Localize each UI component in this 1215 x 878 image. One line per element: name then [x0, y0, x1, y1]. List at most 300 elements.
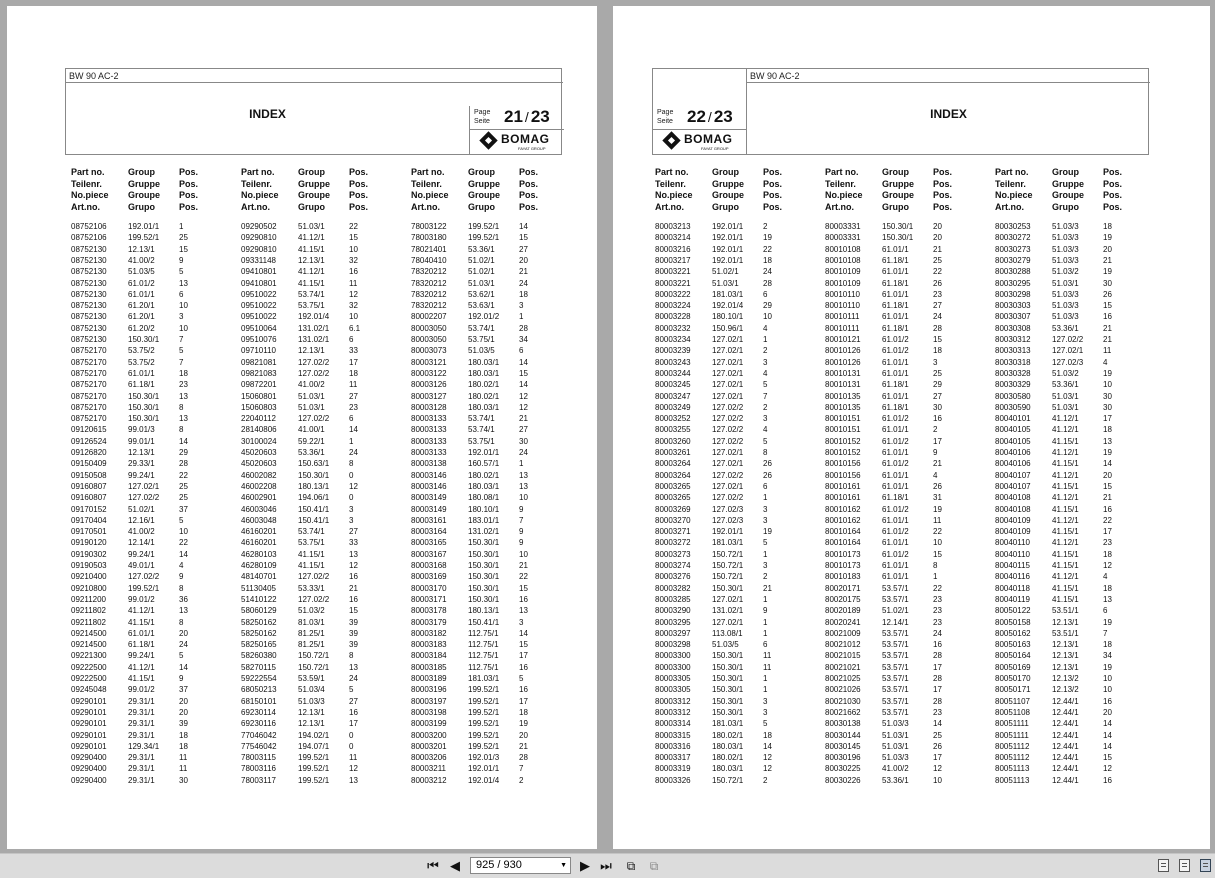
part-number: 28140806 — [241, 425, 277, 435]
document-page-left — [7, 6, 597, 849]
part-number: 80030196 — [825, 753, 861, 763]
position-number: 18 — [1103, 222, 1112, 231]
part-number: 46003046 — [241, 504, 277, 514]
position-number: 39 — [349, 617, 358, 627]
rotate-view-icon[interactable]: ⧉ — [626, 859, 636, 873]
part-number: 80003164 — [411, 527, 447, 537]
part-number: 46002901 — [241, 493, 277, 503]
group-number: 61.01/1 — [882, 289, 909, 299]
part-number: 80003146 — [411, 481, 447, 491]
part-number: 09290400 — [71, 764, 107, 774]
group-number: 192.01/1 — [712, 527, 744, 537]
position-number: 13 — [349, 775, 358, 785]
position-number: 10 — [933, 538, 942, 548]
column-header: Group Gruppe Groupe Grupo — [298, 167, 331, 212]
position-number: 26 — [933, 278, 942, 288]
part-number: 09190302 — [71, 549, 107, 559]
part-number: 80003261 — [655, 448, 691, 457]
position-number: 3 — [519, 301, 524, 311]
group-number: 41.15/1 — [298, 278, 325, 288]
group-number: 53.59/1 — [298, 674, 325, 683]
position-number: 20 — [933, 233, 942, 243]
single-page-view-icon[interactable] — [1158, 859, 1169, 872]
group-number: 61.01/1 — [128, 368, 155, 378]
position-number: 6 — [349, 414, 354, 424]
part-number: 80003239 — [655, 346, 691, 356]
group-number: 12.16/1 — [128, 515, 155, 525]
group-number: 49.01/1 — [128, 561, 155, 570]
group-number: 160.57/1 — [468, 459, 500, 469]
column-header: Pos. Pos. Pos. Pos. — [179, 167, 199, 212]
part-number: 80003179 — [411, 617, 447, 627]
group-number: 150.41/1 — [298, 504, 330, 514]
group-number: 53.74/1 — [468, 414, 495, 424]
position-number: 0 — [349, 493, 354, 503]
group-number: 41.12/1 — [1052, 470, 1079, 480]
column-header: Pos. Pos. Pos. Pos. — [349, 167, 369, 212]
model-label: BW 90 AC-2 — [66, 69, 563, 83]
part-number: 80003196 — [411, 685, 447, 695]
copy-icon[interactable]: ⧉ — [649, 859, 659, 873]
part-number: 80050170 — [995, 674, 1031, 683]
page-number-input[interactable]: 925 / 930 ▼ — [470, 857, 571, 874]
position-number: 8 — [349, 651, 354, 661]
part-number: 80020241 — [825, 617, 861, 627]
two-page-view-icon[interactable] — [1200, 859, 1211, 872]
group-number: 61.01/1 — [882, 470, 909, 480]
position-number: 16 — [933, 640, 942, 650]
position-number: 39 — [349, 628, 358, 638]
part-number: 80050158 — [995, 617, 1031, 627]
part-number: 69230116 — [241, 719, 276, 729]
part-number: 09190120 — [71, 538, 107, 548]
part-number: 80030272 — [995, 233, 1031, 243]
group-number: 61.18/1 — [882, 278, 909, 288]
group-number: 192.01/4 — [298, 312, 330, 322]
part-number: 80003244 — [655, 368, 691, 378]
group-number: 51.03/3 — [1052, 312, 1079, 322]
part-number: 08752106 — [71, 222, 107, 231]
group-number: 53.62/1 — [468, 289, 495, 299]
part-number: 08752170 — [71, 357, 107, 367]
group-number: 181.03/1 — [712, 538, 744, 548]
group-number: 150.30/1 — [128, 391, 160, 401]
part-number: 80003121 — [411, 357, 447, 367]
part-number: 80040110 — [995, 538, 1030, 548]
position-number: 17 — [349, 357, 358, 367]
group-number: 192.01/4 — [712, 301, 744, 311]
part-number: 80010183 — [825, 572, 861, 582]
group-number: 199.52/1 — [298, 753, 330, 763]
next-page-icon[interactable]: ▶ — [580, 858, 590, 873]
position-number: 15 — [1103, 753, 1112, 763]
group-number: 29.31/1 — [128, 753, 155, 763]
group-number: 53.57/1 — [882, 583, 909, 593]
position-number: 10 — [1103, 380, 1112, 390]
position-number: 10 — [519, 549, 528, 559]
part-number: 09160807 — [71, 481, 107, 491]
part-number: 80030138 — [825, 719, 861, 729]
position-number: 16 — [349, 707, 358, 717]
group-number: 41.15/1 — [1052, 561, 1079, 570]
position-number: 22 — [933, 583, 942, 593]
group-number: 61.18/1 — [128, 640, 155, 650]
group-number: 180.03/1 — [712, 764, 744, 774]
position-number: 20 — [1103, 244, 1112, 254]
group-number: 183.01/1 — [468, 515, 500, 525]
part-number: 80003285 — [655, 594, 691, 604]
column-header: Pos. Pos. Pos. Pos. — [933, 167, 953, 212]
group-number: 61.01/1 — [882, 515, 909, 525]
part-number: 58270115 — [241, 662, 276, 672]
part-number: 15060803 — [241, 402, 277, 412]
position-number: 26 — [933, 741, 942, 751]
position-number: 23 — [933, 617, 942, 627]
part-number: 80040101 — [995, 414, 1031, 424]
position-number: 2 — [763, 775, 768, 785]
group-number: 150.30/1 — [712, 662, 744, 672]
group-number: 192.01/4 — [468, 775, 500, 785]
part-number: 80040108 — [995, 493, 1031, 503]
part-number: 80010126 — [825, 346, 861, 356]
position-number: 15 — [1103, 481, 1112, 491]
position-number: 1 — [763, 674, 768, 683]
part-number: 80040109 — [995, 515, 1031, 525]
position-number: 19 — [1103, 368, 1112, 378]
position-number: 14 — [1103, 730, 1112, 740]
group-number: 181.03/1 — [468, 674, 500, 683]
position-number: 1 — [763, 335, 768, 344]
part-number: 08752130 — [71, 244, 107, 254]
part-number: 80051107 — [995, 696, 1030, 706]
group-number: 127.02/2 — [712, 436, 744, 446]
group-number: 41.12/1 — [128, 606, 155, 616]
group-number: 150.30/1 — [128, 402, 160, 412]
part-number: 08752170 — [71, 368, 107, 378]
position-number: 19 — [1103, 617, 1112, 627]
position-number: 9 — [179, 674, 184, 683]
part-number: 80051113 — [995, 764, 1030, 774]
part-number: 09510064 — [241, 323, 277, 333]
part-number: 80040105 — [995, 436, 1031, 446]
continuous-view-icon[interactable] — [1179, 859, 1190, 872]
position-number: 18 — [763, 255, 772, 265]
group-number: 51.03/2 — [298, 606, 325, 616]
group-number: 41.00/2 — [128, 527, 155, 537]
part-number: 80003126 — [411, 380, 447, 390]
position-number: 0 — [349, 470, 354, 480]
group-number: 29.31/1 — [128, 730, 155, 740]
part-number: 80003216 — [655, 244, 691, 254]
part-number: 80003221 — [655, 267, 691, 277]
group-number: 180.08/1 — [468, 493, 500, 503]
group-number: 131.02/1 — [298, 335, 330, 344]
position-number: 1 — [519, 312, 524, 322]
part-number: 80050169 — [995, 662, 1031, 672]
part-number: 08752170 — [71, 414, 107, 424]
position-number: 12 — [933, 764, 942, 774]
group-number: 53.57/1 — [882, 685, 909, 695]
position-number: 10 — [519, 493, 528, 503]
group-number: 61.18/1 — [882, 301, 909, 311]
position-number: 14 — [519, 222, 528, 231]
group-number: 150.63/1 — [298, 459, 330, 469]
part-number: 09245048 — [71, 685, 107, 695]
position-number: 10 — [763, 312, 772, 322]
position-number: 22 — [179, 538, 188, 548]
page-label: Page Seite — [657, 109, 674, 125]
group-number: 199.52/1 — [468, 707, 500, 717]
position-number: 39 — [349, 640, 358, 650]
column-header: Pos. Pos. Pos. Pos. — [1103, 167, 1123, 212]
part-number: 80003297 — [655, 628, 691, 638]
part-number: 80003213 — [655, 222, 691, 231]
part-number: 80003149 — [411, 493, 447, 503]
position-number: 9 — [179, 572, 184, 582]
pdf-toolbar — [0, 853, 1215, 878]
first-page-icon[interactable]: ⏮ — [427, 858, 439, 873]
group-number: 51.02/1 — [468, 255, 495, 265]
group-number: 41.15/1 — [1052, 481, 1079, 491]
part-number: 80010151 — [825, 425, 861, 435]
position-number: 9 — [763, 606, 768, 616]
part-number: 80010110 — [825, 289, 860, 299]
position-number: 24 — [349, 448, 358, 457]
part-number: 80040105 — [995, 425, 1031, 435]
part-number: 80003197 — [411, 696, 447, 706]
group-number: 12.44/1 — [1052, 753, 1079, 763]
position-number: 13 — [179, 414, 188, 424]
group-number: 127.02/1 — [712, 380, 744, 390]
chevron-down-icon[interactable]: ▼ — [560, 862, 567, 869]
group-number: 127.02/2 — [298, 594, 330, 604]
position-number: 19 — [519, 719, 528, 729]
part-number: 80003265 — [655, 493, 691, 503]
position-number: 14 — [763, 741, 772, 751]
position-number: 12 — [519, 391, 528, 401]
group-number: 51.03/3 — [298, 696, 325, 706]
part-number: 46003048 — [241, 515, 277, 525]
group-number: 61.01/1 — [882, 538, 909, 548]
page-title: INDEX — [249, 107, 286, 121]
part-number: 08752170 — [71, 391, 107, 401]
part-number: 80030318 — [995, 357, 1031, 367]
page-label: Page Seite — [474, 109, 491, 125]
group-number: 150.72/1 — [712, 561, 744, 570]
bomag-logo: BOMAG FAYAT GROUP — [482, 131, 562, 153]
part-number: 80030145 — [825, 741, 861, 751]
part-number: 80010173 — [825, 561, 861, 570]
group-number: 53.57/1 — [882, 651, 909, 661]
part-number: 80003316 — [655, 741, 691, 751]
part-number: 80003211 — [411, 764, 446, 774]
position-number: 23 — [349, 402, 358, 412]
part-number: 80010156 — [825, 459, 861, 469]
position-number: 24 — [179, 640, 188, 650]
part-number: 09821083 — [241, 368, 277, 378]
part-number: 68050213 — [241, 685, 277, 695]
group-number: 194.06/1 — [298, 493, 330, 503]
position-number: 23 — [933, 606, 942, 616]
group-number: 51.03/1 — [298, 402, 325, 412]
part-number: 09290101 — [71, 719, 107, 729]
group-number: 12.14/1 — [882, 617, 909, 627]
group-number: 53.74/1 — [468, 323, 495, 333]
group-number: 51.03/1 — [882, 730, 909, 740]
group-number: 150.30/1 — [468, 538, 500, 548]
position-number: 5 — [179, 515, 184, 525]
part-number: 09410801 — [241, 278, 277, 288]
part-number: 80003282 — [655, 583, 691, 593]
group-number: 51.02/1 — [712, 267, 739, 277]
group-number: 41.15/1 — [1052, 504, 1079, 514]
position-number: 25 — [933, 730, 942, 740]
part-number: 80003326 — [655, 775, 691, 785]
position-number: 34 — [519, 335, 528, 344]
position-number: 11 — [1103, 346, 1112, 356]
part-number: 09120615 — [71, 425, 107, 435]
part-number: 09221300 — [71, 651, 107, 661]
part-number: 80003331 — [825, 233, 861, 243]
position-number: 21 — [1103, 493, 1112, 503]
group-number: 150.72/1 — [712, 572, 744, 582]
group-number: 53.33/1 — [298, 583, 325, 593]
group-number: 51.03/3 — [1052, 301, 1079, 311]
group-number: 53.75/1 — [468, 436, 495, 446]
position-number: 17 — [1103, 527, 1112, 537]
group-number: 41.15/1 — [128, 617, 155, 627]
part-number: 46002082 — [241, 470, 277, 480]
group-number: 41.15/1 — [298, 561, 325, 570]
part-number: 80040106 — [995, 459, 1031, 469]
position-number: 3 — [763, 561, 768, 570]
position-number: 30 — [179, 775, 188, 785]
group-number: 41.12/1 — [1052, 572, 1079, 582]
part-number: 08752130 — [71, 267, 107, 277]
position-number: 23 — [933, 707, 942, 717]
part-number: 80030328 — [995, 368, 1031, 378]
model-label: BW 90 AC-2 — [747, 69, 1150, 83]
position-number: 16 — [349, 572, 358, 582]
group-number: 61.01/2 — [882, 346, 909, 356]
position-number: 14 — [519, 628, 528, 638]
group-number: 29.33/1 — [128, 459, 155, 469]
group-number: 61.18/1 — [882, 323, 909, 333]
group-number: 12.44/1 — [1052, 707, 1079, 717]
group-number: 51.03/3 — [882, 753, 909, 763]
group-number: 51.03/3 — [1052, 289, 1079, 299]
position-number: 21 — [1103, 255, 1112, 265]
part-number: 80021009 — [825, 628, 861, 638]
group-number: 12.13/2 — [1052, 685, 1079, 695]
group-number: 12.13/1 — [298, 346, 325, 356]
group-number: 53.57/1 — [882, 628, 909, 638]
group-number: 41.15/1 — [298, 549, 325, 559]
group-number: 41.12/1 — [128, 662, 155, 672]
position-number: 21 — [1103, 335, 1112, 344]
part-number: 09290101 — [71, 696, 107, 706]
position-number: 24 — [763, 267, 772, 277]
position-number: 10 — [1103, 674, 1112, 683]
group-number: 150.30/1 — [468, 572, 500, 582]
position-number: 0 — [349, 730, 354, 740]
group-number: 41.12/1 — [298, 267, 325, 277]
position-number: 4 — [1103, 572, 1108, 582]
part-number: 80003224 — [655, 301, 691, 311]
column-header: Group Gruppe Groupe Grupo — [1052, 167, 1085, 212]
position-number: 27 — [519, 244, 528, 254]
part-number: 80030144 — [825, 730, 861, 740]
group-number: 41.15/1 — [298, 244, 325, 254]
position-number: 16 — [349, 267, 358, 277]
position-number: 3 — [519, 617, 524, 627]
column-header: Group Gruppe Groupe Grupo — [882, 167, 915, 212]
group-number: 51.03/1 — [298, 391, 325, 401]
position-number: 25 — [179, 493, 188, 503]
position-number: 1 — [763, 549, 768, 559]
group-number: 150.30/1 — [712, 674, 744, 683]
position-number: 27 — [933, 391, 942, 401]
part-number: 80003300 — [655, 651, 691, 661]
group-number: 180.10/1 — [468, 504, 500, 514]
position-number: 20 — [519, 730, 528, 740]
group-number: 61.20/2 — [128, 323, 155, 333]
position-number: 5 — [179, 267, 184, 277]
part-number: 80003264 — [655, 470, 691, 480]
part-number: 80003245 — [655, 380, 691, 390]
position-number: 12 — [763, 753, 772, 763]
document-page-right — [613, 6, 1210, 849]
group-number: 180.02/1 — [712, 753, 744, 763]
column-header: Group Gruppe Groupe Grupo — [468, 167, 501, 212]
part-number: 80003312 — [655, 696, 691, 706]
part-number: 77546042 — [241, 741, 277, 751]
position-number: 22 — [933, 527, 942, 537]
part-number: 78320212 — [411, 289, 447, 299]
group-number: 12.13/1 — [298, 719, 325, 729]
group-number: 199.52/1 — [468, 233, 500, 243]
group-number: 61.01/2 — [128, 278, 155, 288]
part-number: 80003315 — [655, 730, 691, 740]
group-number: 127.02/2 — [298, 368, 330, 378]
position-number: 39 — [179, 719, 188, 729]
position-number: 13 — [349, 549, 358, 559]
last-page-icon[interactable]: ⏭ — [600, 858, 612, 873]
position-number: 14 — [179, 549, 188, 559]
part-number: 09290101 — [71, 707, 107, 717]
part-number: 80051108 — [995, 707, 1030, 717]
part-number: 46160201 — [241, 527, 277, 537]
part-number: 09126820 — [71, 448, 107, 457]
position-number: 3 — [349, 515, 354, 525]
position-number: 8 — [763, 448, 768, 457]
position-number: 2 — [519, 775, 524, 785]
part-number: 80030313 — [995, 346, 1031, 356]
part-number: 80003200 — [411, 730, 447, 740]
group-number: 194.02/1 — [298, 730, 330, 740]
part-number: 80030253 — [995, 222, 1031, 231]
part-number: 80021012 — [825, 640, 861, 650]
group-number: 51.03/5 — [128, 267, 155, 277]
position-number: 26 — [1103, 289, 1112, 299]
group-number: 192.01/1 — [712, 233, 744, 243]
previous-page-icon[interactable]: ◀ — [450, 858, 460, 873]
position-number: 13 — [179, 278, 188, 288]
group-number: 51.03/5 — [712, 640, 739, 650]
group-number: 127.02/2 — [712, 493, 744, 503]
part-number: 58260380 — [241, 651, 277, 661]
position-number: 27 — [349, 391, 358, 401]
